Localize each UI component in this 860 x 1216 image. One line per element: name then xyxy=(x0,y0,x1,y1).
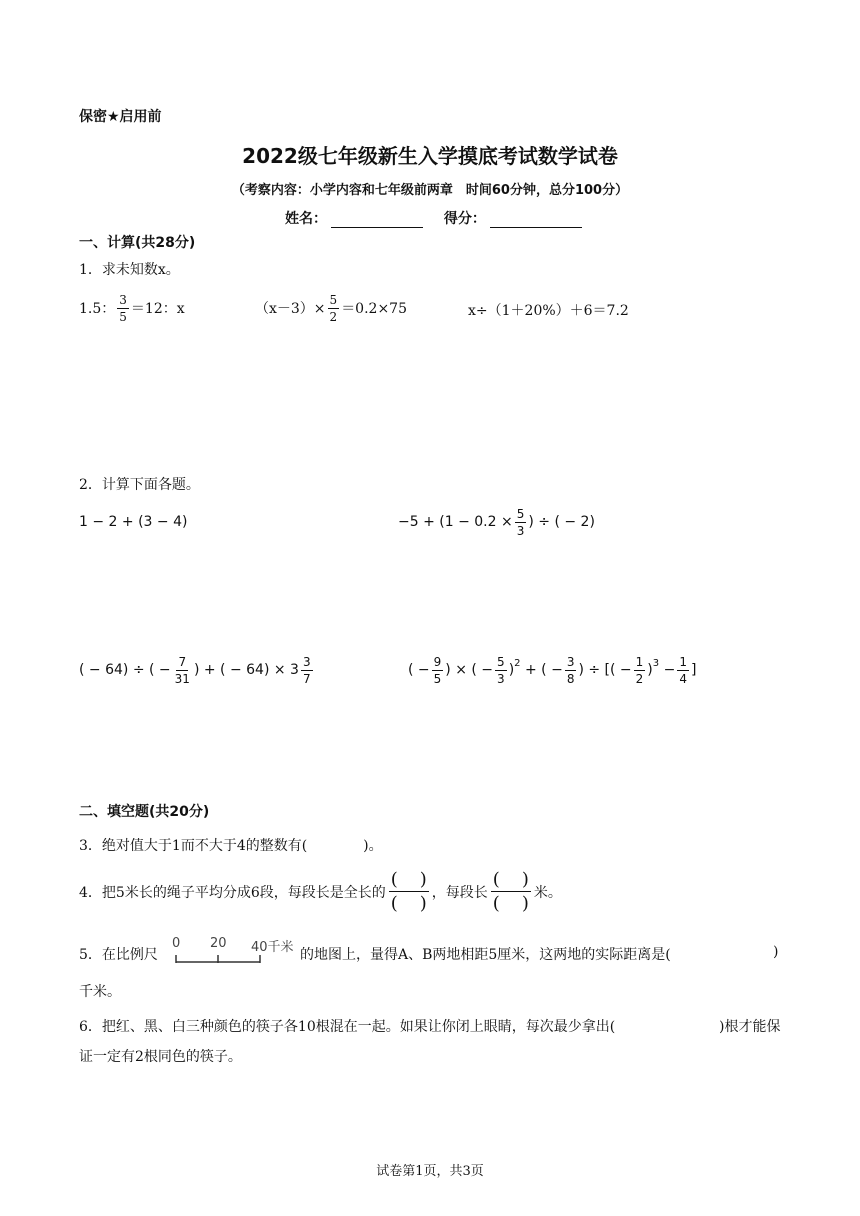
eq2-numerator: 5 xyxy=(329,292,338,307)
name-label: 姓名： xyxy=(285,211,327,227)
expr4-num-3: 3 xyxy=(566,654,575,669)
expr4-part-e: ) ÷ [( − xyxy=(578,662,632,678)
scale-label-20: 20 xyxy=(210,936,227,951)
expr4-fraction-1 xyxy=(432,656,444,685)
expr3-numerator: 7 xyxy=(178,654,187,669)
q4-text-a: 4．把5米长的绳子平均分成6段，每段长是全长的 xyxy=(79,885,386,901)
q4-blank-numerator-2 xyxy=(491,871,531,892)
expr4-fraction-5 xyxy=(677,656,689,685)
scale-label-40: 40千米 xyxy=(251,940,294,955)
q5-text-a: 5．在比例尺 xyxy=(79,947,158,963)
q1-equation-3: x÷（1＋20%）＋6＝7.2 xyxy=(468,303,629,319)
secret-mark: 保密★启用前 xyxy=(79,109,162,125)
eq1-right: ＝12：x xyxy=(130,301,185,317)
q2-expression-3 xyxy=(79,652,315,688)
expr3-part-a: ( − 64) ÷ ( − xyxy=(79,662,171,678)
paren-open: ( xyxy=(492,893,500,914)
q4-blank-numerator-1 xyxy=(389,871,429,892)
expr4-part-d: + ( − xyxy=(520,662,563,678)
eq1-denominator: 5 xyxy=(119,309,127,324)
q1-equation-1 xyxy=(79,290,185,326)
q1-prompt: 1．求未知数x。 xyxy=(79,262,180,278)
q5-text-b: 的地图上，量得A、B两地相距5厘米，这两地的实际距离是( xyxy=(300,947,671,963)
expr3-mixed-denominator: 7 xyxy=(302,671,311,686)
eq1-numerator: 3 xyxy=(119,292,127,307)
expr4-part-b: ) × ( − xyxy=(445,662,494,678)
expr4-den-1: 5 xyxy=(433,671,442,686)
q2-prompt: 2．计算下面各题。 xyxy=(79,477,200,493)
q3-text: 3．绝对值大于1而不大于4的整数有( )。 xyxy=(79,838,383,854)
expr4-fraction-2 xyxy=(495,656,507,685)
paren-open: ( xyxy=(492,869,500,890)
paren-close: ) xyxy=(521,893,529,914)
q4-text-c: 米。 xyxy=(533,885,562,901)
expr3-fraction xyxy=(173,656,192,685)
expr4-num-5: 1 xyxy=(679,654,687,669)
expr4-den-5: 4 xyxy=(679,671,687,686)
section2-heading: 二、填空题(共20分) xyxy=(79,804,210,820)
expr4-part-h: ] xyxy=(690,662,697,678)
page-footer: 试卷第1页，共3页 xyxy=(376,1164,484,1179)
score-blank xyxy=(490,213,582,228)
expr4-num-1: 9 xyxy=(433,654,442,669)
expr4-part-f: ) xyxy=(647,662,653,678)
q2-expression-1: 1 − 2 + (3 − 4) xyxy=(79,514,188,530)
q4-answer-fraction-1[interactable] xyxy=(389,871,429,913)
expr4-part-c: ) xyxy=(508,662,515,678)
q4-text-b: ，每段长 xyxy=(431,885,488,901)
expr3-part-b: ) + ( − 64) × 3 xyxy=(193,662,299,678)
name-blank xyxy=(331,213,423,228)
section1-heading: 一、计算(共28分) xyxy=(79,235,196,251)
expr3-denominator: 31 xyxy=(174,671,190,686)
expr3-mixed-fraction xyxy=(301,656,313,685)
expr2-denominator: 3 xyxy=(516,523,525,538)
eq1-left: 1.5： xyxy=(79,301,116,317)
q4-blank-denominator-1 xyxy=(389,892,429,913)
q2-expression-2 xyxy=(398,504,595,540)
paren-open: ( xyxy=(390,893,398,914)
paren-close: ) xyxy=(419,869,427,890)
paren-close: ) xyxy=(521,869,529,890)
expr2-fraction xyxy=(515,508,527,537)
q4-answer-fraction-2[interactable] xyxy=(491,871,531,913)
eq1-fraction xyxy=(117,294,129,323)
expr3-mixed-numerator: 3 xyxy=(302,654,311,669)
eq2-fraction xyxy=(328,294,340,323)
eq2-denominator: 2 xyxy=(329,309,338,324)
q4-blank-denominator-2 xyxy=(491,892,531,913)
score-label: 得分： xyxy=(443,211,486,227)
q2-expression-4 xyxy=(408,652,696,688)
eq2-right: ＝0.2×75 xyxy=(341,301,407,317)
expr4-den-2: 3 xyxy=(497,671,505,686)
paren-close: ) xyxy=(419,893,427,914)
expr4-den-4: 2 xyxy=(635,671,644,686)
expr4-den-3: 8 xyxy=(566,671,575,686)
page-title: 2022级七年级新生入学摸底考试数学试卷 xyxy=(242,144,618,168)
page-subtitle: （考察内容：小学内容和七年级前两章 时间60分钟，总分100分） xyxy=(231,183,629,198)
expr2-part-a: −5 + (1 − 0.2 × xyxy=(398,514,513,530)
paren-open: ( xyxy=(390,869,398,890)
scale-bar xyxy=(168,936,292,970)
expr2-numerator: 5 xyxy=(516,506,525,521)
q6-text-c: 证一定有2根同色的筷子。 xyxy=(79,1049,242,1065)
expr4-part-a: ( − xyxy=(408,662,430,678)
q6-text-b: )根才能保 xyxy=(719,1019,781,1035)
eq2-left: （x－3）× xyxy=(255,301,326,317)
q4-row xyxy=(79,866,562,918)
expr4-num-2: 5 xyxy=(497,654,505,669)
expr4-num-4: 1 xyxy=(635,654,644,669)
expr2-part-b: ) ÷ ( − 2) xyxy=(528,514,595,530)
expr4-fraction-4 xyxy=(634,656,646,685)
q5-text-c: ) xyxy=(773,944,779,960)
q1-equation-2 xyxy=(255,290,407,326)
name-score-row xyxy=(285,208,582,228)
q6-text-a: 6．把红、黑、白三种颜色的筷子各10根混在一起。如果让你闭上眼睛，每次最少拿出( xyxy=(79,1019,616,1035)
expr4-exponent-2: 3 xyxy=(652,658,660,669)
expr4-part-g: − xyxy=(659,662,676,678)
expr4-exponent-1: 2 xyxy=(514,658,521,669)
q5-text-d: 千米。 xyxy=(79,984,121,1000)
expr4-fraction-3 xyxy=(565,656,577,685)
scale-label-0: 0 xyxy=(172,936,181,951)
